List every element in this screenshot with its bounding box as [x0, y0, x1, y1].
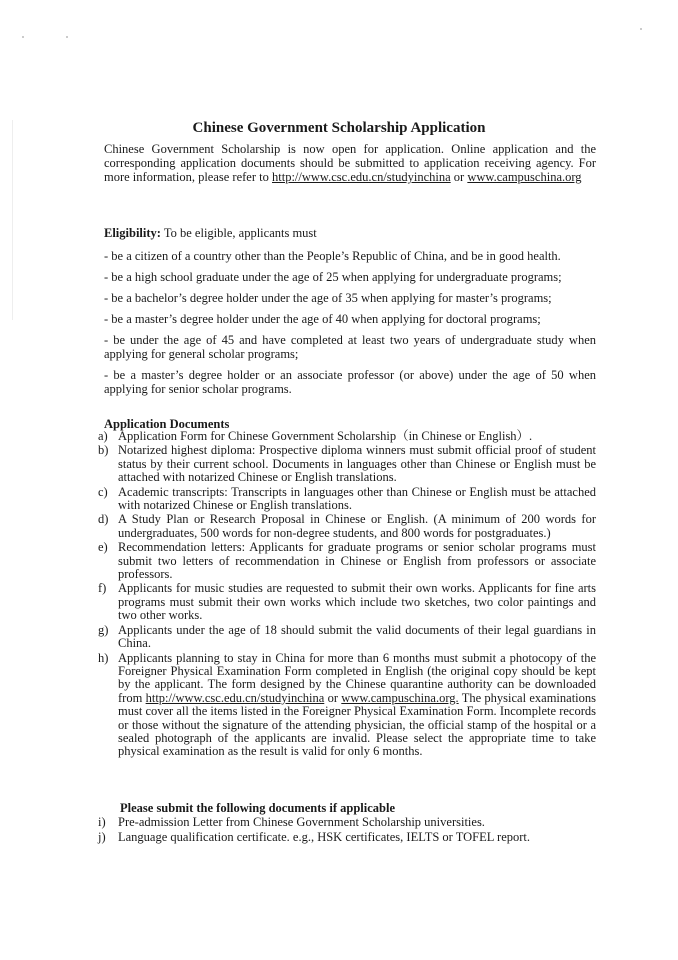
document-item — [98, 486, 596, 513]
document-item — [98, 444, 596, 484]
campuschina-link[interactable]: www.campuschina.org — [467, 170, 582, 184]
campuschina-link[interactable]: www.campuschina.org. — [341, 690, 459, 705]
eligibility-list — [104, 249, 596, 403]
eligibility-item: - be a high school graduate under the age of 25 when applying for undergraduate programs; — [104, 270, 562, 284]
item-letter: d) — [98, 512, 109, 527]
item-h-text-before: Applicants planning to stay in China for more than 6 months must submit a photocopy of the Foreigner Physical Examination Form completed in English (the original copy should be kept by the applicant. The form designed by the Chinese quarantine authority can be downloaded from — [118, 650, 596, 705]
page-title: Chinese Government Scholarship Application — [192, 120, 486, 136]
scan-speck — [22, 36, 24, 38]
eligibility-item: - be a master’s degree holder or an associate professor (or above) under the age of 50 when applying for senior scholar programs. — [104, 368, 596, 396]
item-h-text-after: The physical examinations must cover all the items listed in the Foreigner Physical Examination Form. Incomplete records or those without the signature of the attending physician, the official stamp of the hospital or a sealed photograph of the applicants are invalid. Please select the appropriate time to take physical examination as the result is valid for only 6 months. — [118, 690, 597, 759]
eligibility-heading — [104, 226, 596, 241]
item-text — [118, 652, 596, 759]
document-item — [98, 830, 596, 844]
item-text: Academic transcripts: Transcripts in languages other than Chinese or English must be attached with notarized Chinese or English translations. — [118, 484, 596, 513]
intro-or: or — [453, 170, 465, 184]
item-text: Language qualification certificate. e.g., HSK certificates, IELTS or TOFEL report. — [118, 830, 531, 844]
intro-paragraph — [104, 142, 596, 184]
eligibility-label: Eligibility: — [104, 226, 161, 240]
item-letter: e) — [98, 540, 108, 555]
document-item — [98, 582, 596, 622]
item-h-or: or — [327, 690, 338, 705]
eligibility-item: - be a bachelor’s degree holder under the age of 35 when applying for master’s programs; — [104, 291, 552, 305]
document-item — [98, 652, 596, 759]
document-item — [98, 430, 596, 443]
document-item — [98, 513, 596, 540]
document-item — [98, 624, 596, 651]
item-text: Application Form for Chinese Government Scholarship（in Chinese or English）. — [118, 429, 533, 443]
item-text: Pre-admission Letter from Chinese Government Scholarship universities. — [118, 815, 485, 829]
scan-speck — [66, 36, 68, 38]
item-letter: g) — [98, 622, 109, 637]
item-letter: h) — [98, 650, 109, 665]
item-letter: a) — [98, 429, 108, 443]
item-text: Applicants under the age of 18 should submit the valid documents of their legal guardians in China. — [118, 622, 596, 651]
eligibility-item: - be a master’s degree holder under the age of 40 when applying for doctoral programs; — [104, 312, 541, 326]
item-text: Recommendation letters: Applicants for graduate programs or senior scholar programs must submit two letters of recommendation in Chinese or English from professors or associate professors. — [118, 540, 596, 582]
intro-text: Chinese Government Scholarship is now open for application. Online application and the corresponding application documents should be submitted to application receiving agency. For more information, please refer to — [104, 142, 596, 184]
eligibility-item: - be under the age of 45 and have completed at least two years of undergraduate study when applying for general scholar programs; — [104, 333, 596, 361]
scan-edge-shadow — [12, 120, 13, 320]
csc-link[interactable]: http://www.csc.edu.cn/studyinchina — [272, 170, 451, 184]
optional-documents-heading: Please submit the following documents if applicable — [120, 801, 396, 815]
document-item — [98, 541, 596, 581]
documents-heading: Application Documents — [104, 417, 230, 431]
item-letter: f) — [98, 581, 107, 596]
documents-list — [98, 430, 596, 760]
optional-documents-list — [98, 815, 596, 845]
item-text: Notarized highest diploma: Prospective diploma winners must submit official proof of student status by their current school. Documents in languages other than Chinese or English must be attached with notarized Chinese or English translations. — [118, 443, 596, 485]
item-text: A Study Plan or Research Proposal in Chinese or English. (A minimum of 200 words for undergraduates, 500 words for non-degree students, and 800 words for postgraduates.) — [118, 512, 596, 540]
item-text: Applicants for music studies are requested to submit their own works. Applicants for fine arts programs must submit their own works which include two sketches, two color paintings and two other works. — [118, 581, 596, 623]
document-item — [98, 815, 596, 829]
item-letter: i) — [98, 815, 106, 829]
item-letter: j) — [98, 830, 106, 844]
eligibility-text: To be eligible, applicants must — [163, 226, 317, 240]
scan-speck — [640, 28, 642, 30]
item-letter: b) — [98, 443, 109, 458]
csc-link[interactable]: http://www.csc.edu.cn/studyinchina — [145, 690, 325, 705]
eligibility-item: - be a citizen of a country other than the People’s Republic of China, and be in good health. — [104, 249, 561, 263]
item-letter: c) — [98, 484, 108, 499]
